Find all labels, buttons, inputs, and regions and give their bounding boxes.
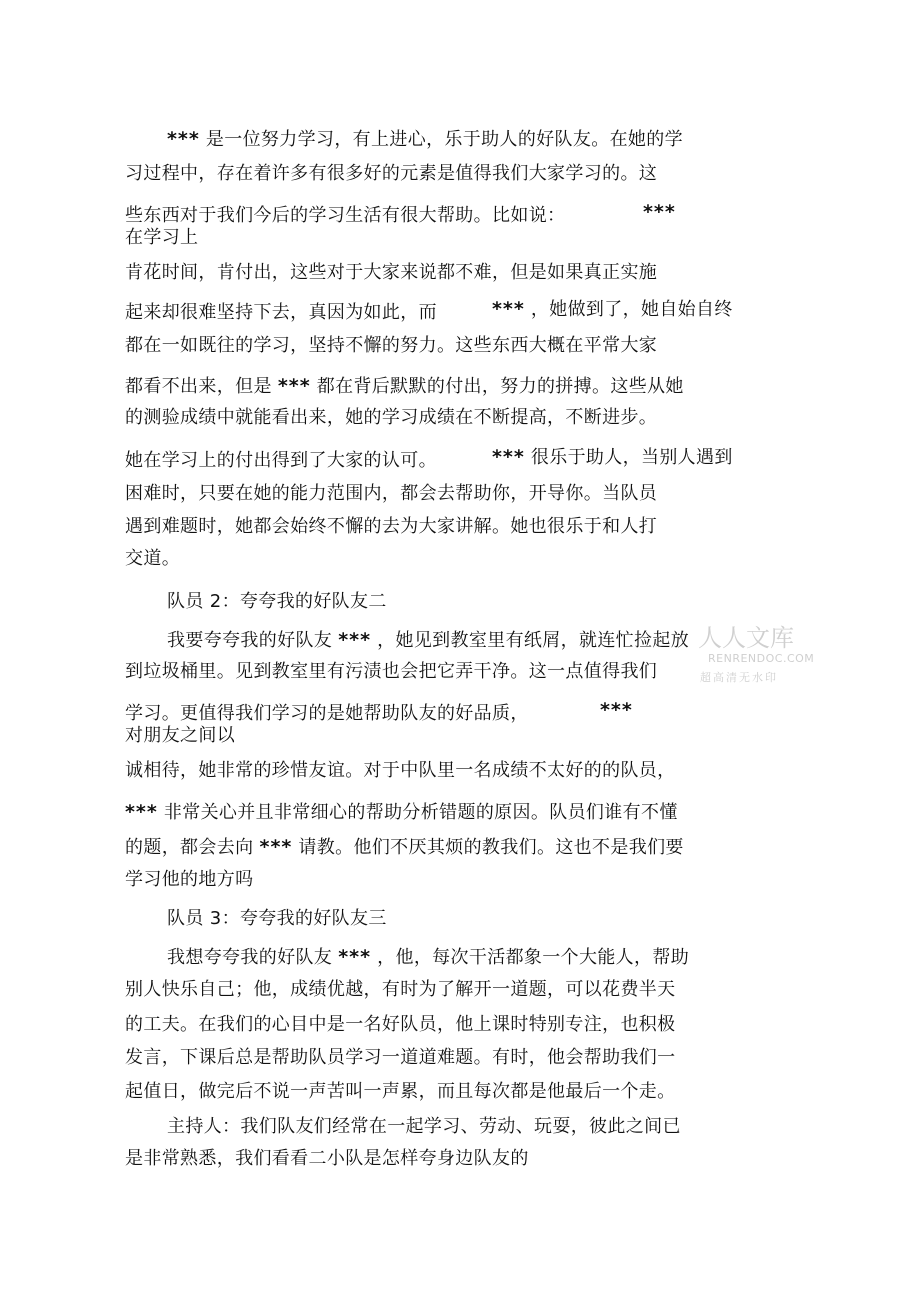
text-line-l29 [167,1116,681,1138]
text-line-l02 [125,163,657,185]
text-line-l04 [125,227,198,249]
text-line-l23 [167,908,387,930]
text-segment: 的工夫。在我们的心目中是一名好队员，他上课时特别专注，也积极 [125,1014,676,1035]
redacted-name-mark: *** [492,298,525,320]
text-segment: 是非常熟悉，我们看看二小队是怎样夸身边队友的 [125,1148,529,1169]
text-segment: 都在一如既往的学习，坚持不懈的努力。这些东西大概在平常大家 [125,335,658,356]
watermark-domain: RENRENDOC.COM [708,652,815,665]
text-line-l17s [600,699,633,722]
text-segment: 起来却很难坚持下去，真因为如此，而 [125,302,437,323]
text-segment: 的题，都会去向 [125,837,260,858]
redacted-name-mark: *** [259,836,293,858]
redacted-name-mark: *** [338,946,372,968]
text-segment: 很乐于助人，当别人遇到 [524,447,733,468]
redacted-name-mark: *** [643,201,676,223]
text-line-l09 [125,407,657,429]
watermark-tagline: 超高清无水印 [700,671,778,684]
text-segment: 发言，下课后总是帮助队员学习一道道难题。有时，他会帮助我们一 [125,1047,676,1068]
redacted-name-mark: *** [277,375,311,397]
text-line-l16 [125,661,657,683]
text-segment: 诚相待，她非常的珍惜友谊。对于中队里一名成绩不太好的的队员， [125,760,676,781]
text-segment: ，她见到教室里有纸屑，就连忙捡起放 [371,630,690,651]
text-line-l05 [125,262,657,284]
text-line-l21 [125,836,684,859]
text-line-l25 [125,979,676,1001]
redacted-name-mark: *** [492,446,525,468]
text-segment: 别人快乐自己；他，成绩优越，有时为了解开一道题，可以花费半天 [125,979,676,1000]
text-segment: 请教。他们不厌其烦的教我们。这也不是我们要 [292,837,684,858]
text-line-l14 [167,591,387,613]
text-segment: ，他，每次干活都象一个大能人，帮助 [371,947,690,968]
text-segment: 主持人：我们队友们经常在一起学习、劳动、玩耍，彼此之间已 [167,1116,681,1137]
renrendoc-watermark [698,618,815,684]
text-segment: 学习他的地方吗 [125,869,254,890]
text-line-l18 [125,725,235,747]
redacted-name-mark: *** [125,801,158,823]
text-segment: 都看不出来，但是 [125,376,278,397]
text-line-l26 [125,1014,676,1036]
text-segment: 我要夸夸我的好队友 [167,630,339,651]
text-segment: 她在学习上的付出得到了大家的认可。 [125,450,437,471]
text-segment: 交道。 [125,548,181,569]
redacted-name-mark: *** [600,699,633,721]
text-segment: 习过程中，存在着许多有很多好的元素是值得我们大家学习的。这 [125,163,658,184]
text-segment: 队员 3：夸夸我的好队友三 [167,908,387,929]
text-segment: 对朋友之间以 [125,725,236,746]
text-line-l01 [167,128,683,151]
text-line-l06b [492,298,733,321]
text-segment: 非常关心并且非常细心的帮助分析错题的原因。队员们谁有不懂 [157,802,678,823]
text-line-l11 [125,483,657,505]
text-line-l30 [125,1148,529,1170]
text-line-l20 [125,801,678,824]
text-line-l17 [125,703,529,725]
text-line-l07 [125,335,657,357]
text-line-l19 [125,760,676,782]
text-line-l24 [167,946,689,969]
text-segment: 是一位努力学习，有上进心，乐于助人的好队友。在她的学 [199,129,683,150]
text-segment: 的测验成绩中就能看出来，她的学习成绩在不断提高，不断进步。 [125,407,658,428]
text-line-l03s [643,201,676,224]
text-segment: 些东西对于我们今后的学习生活有很大帮助。比如说： [125,205,566,226]
text-line-l06a [125,302,437,324]
text-segment: 学习。更值得我们学习的是她帮助队友的好品质， [125,703,529,724]
text-line-l27 [125,1047,676,1069]
text-segment: 都在背后默默的付出，努力的拼搏。这些从她 [310,376,684,397]
text-segment: 到垃圾桶里。见到教室里有污渍也会把它弄干净。这一点值得我们 [125,661,658,682]
text-line-l12 [125,516,657,538]
text-line-l15 [167,629,689,652]
text-segment: 队员 2：夸夸我的好队友二 [167,591,387,612]
text-segment: 困难时，只要在她的能力范围内，都会去帮助你，开导你。当队员 [125,483,658,504]
text-line-l08 [125,375,684,398]
text-line-l13 [125,548,180,570]
text-line-l10b [492,446,733,469]
watermark-title: 人人文库 [698,624,794,652]
redacted-name-mark: *** [167,128,200,150]
text-segment: 遇到难题时，她都会始终不懈的去为大家讲解。她也很乐于和人打 [125,516,658,537]
text-segment: 我想夸夸我的好队友 [167,947,339,968]
text-line-l10a [125,450,437,472]
text-line-l28 [125,1081,676,1103]
text-segment: 肯花时间，肯付出，这些对于大家来说都不难，但是如果真正实施 [125,262,658,283]
text-line-l03 [125,205,565,227]
text-segment: 起值日，做完后不说一声苦叫一声累，而且每次都是他最后一个走。 [125,1081,676,1102]
text-segment: ，她做到了，她自始自终 [524,299,733,320]
text-line-l22 [125,869,253,891]
redacted-name-mark: *** [338,629,372,651]
text-segment: 在学习上 [125,227,199,248]
